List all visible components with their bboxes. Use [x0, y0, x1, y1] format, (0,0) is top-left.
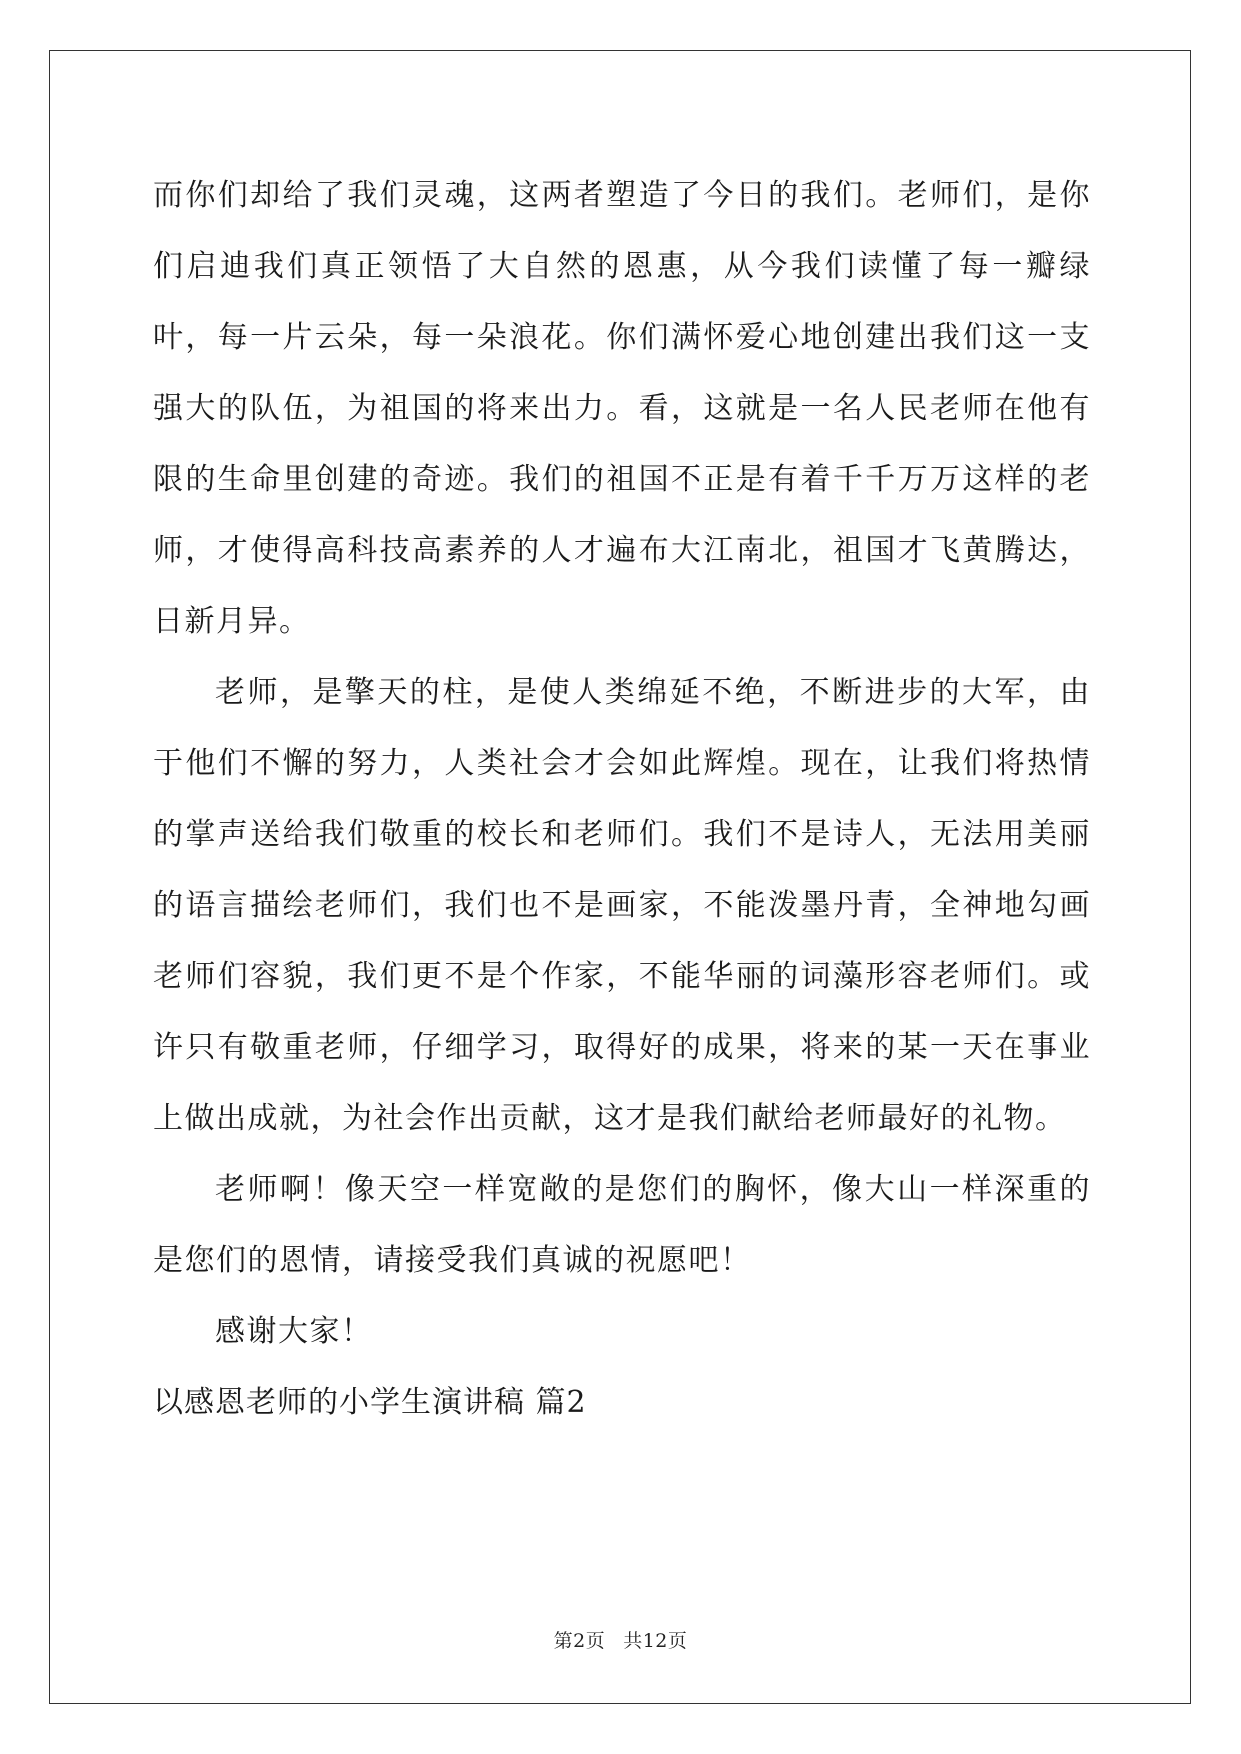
paragraph-3: 老师啊！像天空一样宽敞的是您们的胸怀，像大山一样深重的是您们的恩情，请接受我们真诚的祝愿吧！ [153, 1172, 1091, 1278]
page-total: 共12页 [623, 1630, 688, 1652]
section-heading: 以感恩老师的小学生演讲稿 篇2 [153, 1385, 587, 1420]
page-number: 第2页 [553, 1630, 606, 1652]
paragraph-1: 而你们却给了我们灵魂，这两者塑造了今日的我们。老师们，是你们启迪我们真正领悟了大自然的恩惠，从今我们读懂了每一瓣绿叶，每一片云朵，每一朵浪花。你们满怀爱心地创建出我们这一支强大的队伍，为祖国的将来出力。看，这就是一名人民老师在他有限的生命里创建的奇迹。我们的祖国不正是有着千千万万这样的老师，才使得高科技高素养的人才遍布大江南北，祖国才飞黄腾达，日新月异。 [153, 178, 1091, 639]
paragraph-4: 感谢大家！ [215, 1314, 373, 1349]
paragraph-2: 老师，是擎天的柱，是使人类绵延不绝，不断进步的大军，由于他们不懈的努力，人类社会才会如此辉煌。现在，让我们将热情的掌声送给我们敬重的校长和老师们。我们不是诗人，无法用美丽的语言描绘老师们，我们也不是画家，不能泼墨丹青，全神地勾画老师们容貌，我们更不是个作家，不能华丽的词藻形容老师们。或许只有敬重老师，仔细学习，取得好的成果，将来的某一天在事业上做出成就，为社会作出贡献，这才是我们献给老师最好的礼物。 [153, 675, 1091, 1136]
page-footer [0, 1626, 1241, 1653]
document-body [153, 160, 1091, 1438]
